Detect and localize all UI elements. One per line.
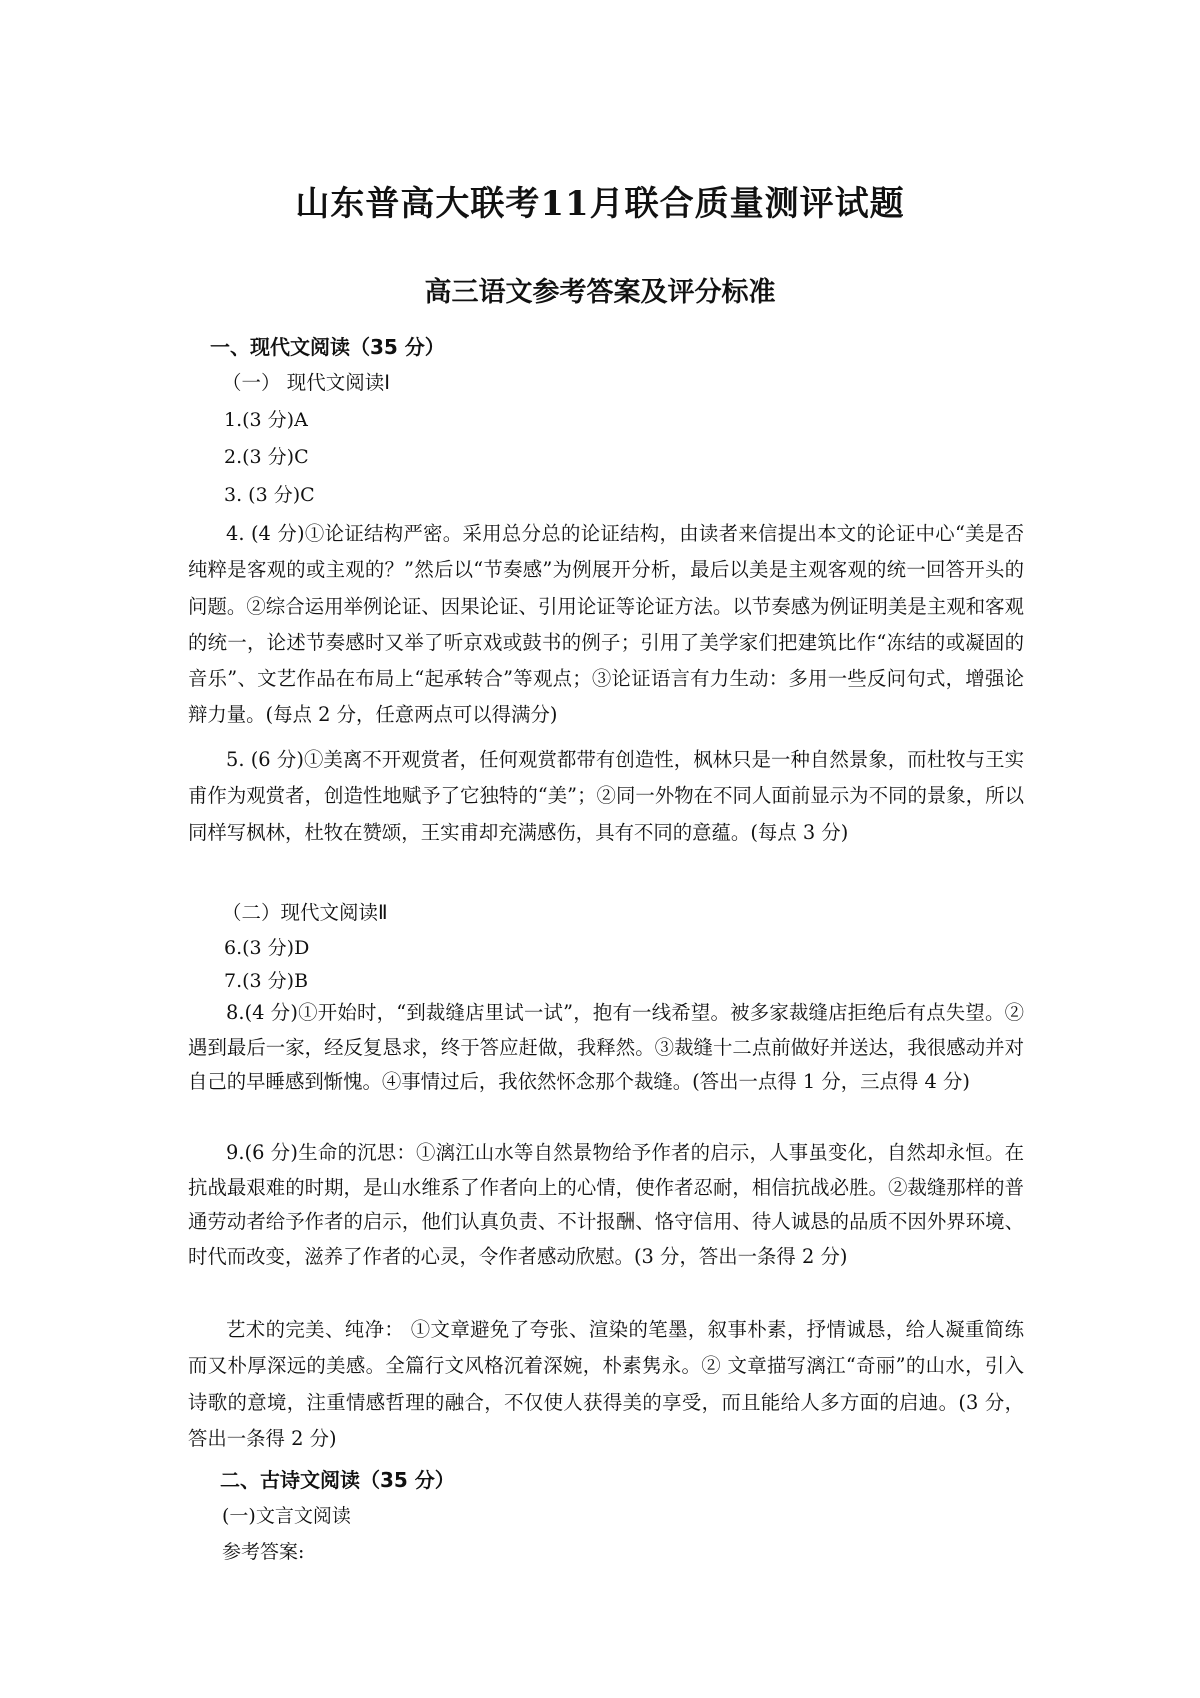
answer-q8 bbox=[188, 996, 1024, 1100]
answer-q5 bbox=[188, 742, 1024, 851]
subsection-heading-classical-prose: (一)文言文阅读 bbox=[222, 1505, 351, 1527]
answer-q9-text: 9.(6 分)生命的沉思：①漓江山水等自然景物给予作者的启示，人事虽变化，自然却永恒。在抗战最艰难的时期，是山水维系了作者向上的心情，使作者忍耐，相信抗战必胜。②裁缝那样的普通劳动者给予作者的启示，他们认真负责、不计报酬、恪守信用、待人诚恳的品质不因外界环境、时代而改变，滋养了作者的心灵，令作者感动欣慰。(3 分，答出一条得 2 分) bbox=[188, 1141, 1024, 1268]
document-title: 山东普高大联考11月联合质量测评试题 bbox=[295, 184, 905, 224]
answer-q2: 2.(3 分)C bbox=[224, 446, 309, 468]
answer-q4-text: 4. (4 分)①论证结构严密。采用总分总的论证结构，由读者来信提出本文的论证中心“美是否纯粹是客观的或主观的？”然后以“节奏感”为例展开分析，最后以美是主观客观的统一回答开头的问题。②综合运用举例论证、因果论证、引用论证等论证方法。以节奏感为例证明美是主观和客观的统一，论述节奏感时又举了听京戏或鼓书的例子；引用了美学家们把建筑比作“冻结的或凝固的音乐”、文艺作品在布局上“起承转合”等观点；③论证语言有力生动：多用一些反问句式，增强论辩力量。(每点 2 分，任意两点可以得满分) bbox=[188, 522, 1024, 727]
answer-q7: 7.(3 分)B bbox=[224, 970, 309, 992]
answer-q1: 1.(3 分)A bbox=[224, 409, 308, 431]
answer-q5-text: 5. (6 分)①美离不开观赏者，任何观赏都带有创造性，枫林只是一种自然景象，而杜牧与王实甫作为观赏者，创造性地赋予了它独特的“美”；②同一外物在不同人面前显示为不同的景象，所以同样写枫林，杜牧在赞颂，王实甫却充满感伤，具有不同的意蕴。(每点 3 分) bbox=[188, 748, 1024, 844]
answer-q9 bbox=[188, 1136, 1024, 1274]
subsection-heading-modern-reading-2: （二）现代文阅读Ⅱ bbox=[222, 901, 388, 924]
document-subtitle: 高三语文参考答案及评分标准 bbox=[424, 277, 776, 308]
answer-q8-text: 8.(4 分)①开始时，“到裁缝店里试一试”，抱有一线希望。被多家裁缝店拒绝后有点失望。②遇到最后一家，经反复恳求，终于答应赶做，我释然。③裁缝十二点前做好并送达，我很感动并对自己的早睡感到惭愧。④事情过后，我依然怀念那个裁缝。(答出一点得 1 分，三点得 4 分) bbox=[188, 1001, 1024, 1093]
answer-q6: 6.(3 分)D bbox=[224, 937, 310, 959]
answer-q3: 3. (3 分)C bbox=[224, 484, 315, 506]
reference-answer-label: 参考答案: bbox=[222, 1541, 305, 1563]
section-heading-classical-reading: 二、古诗文阅读（35 分） bbox=[220, 1468, 455, 1492]
answer-q9-part2 bbox=[188, 1312, 1024, 1457]
section-heading-modern-reading: 一、现代文阅读（35 分） bbox=[210, 335, 445, 359]
subsection-heading-modern-reading-1: （一） 现代文阅读Ⅰ bbox=[222, 371, 390, 394]
answer-q4 bbox=[188, 516, 1024, 734]
answer-q9-part2-text: 艺术的完美、纯净： ①文章避免了夸张、渲染的笔墨，叙事朴素，抒情诚恳，给人凝重简练而又朴厚深远的美感。全篇行文风格沉着深婉，朴素隽永。② 文章描写漓江“奇丽”的山水，引入诗歌的意境，注重情感哲理的融合，不仅使人获得美的享受，而且能给人多方面的启迪。(3 分，答出一条得 2 分) bbox=[188, 1318, 1024, 1450]
